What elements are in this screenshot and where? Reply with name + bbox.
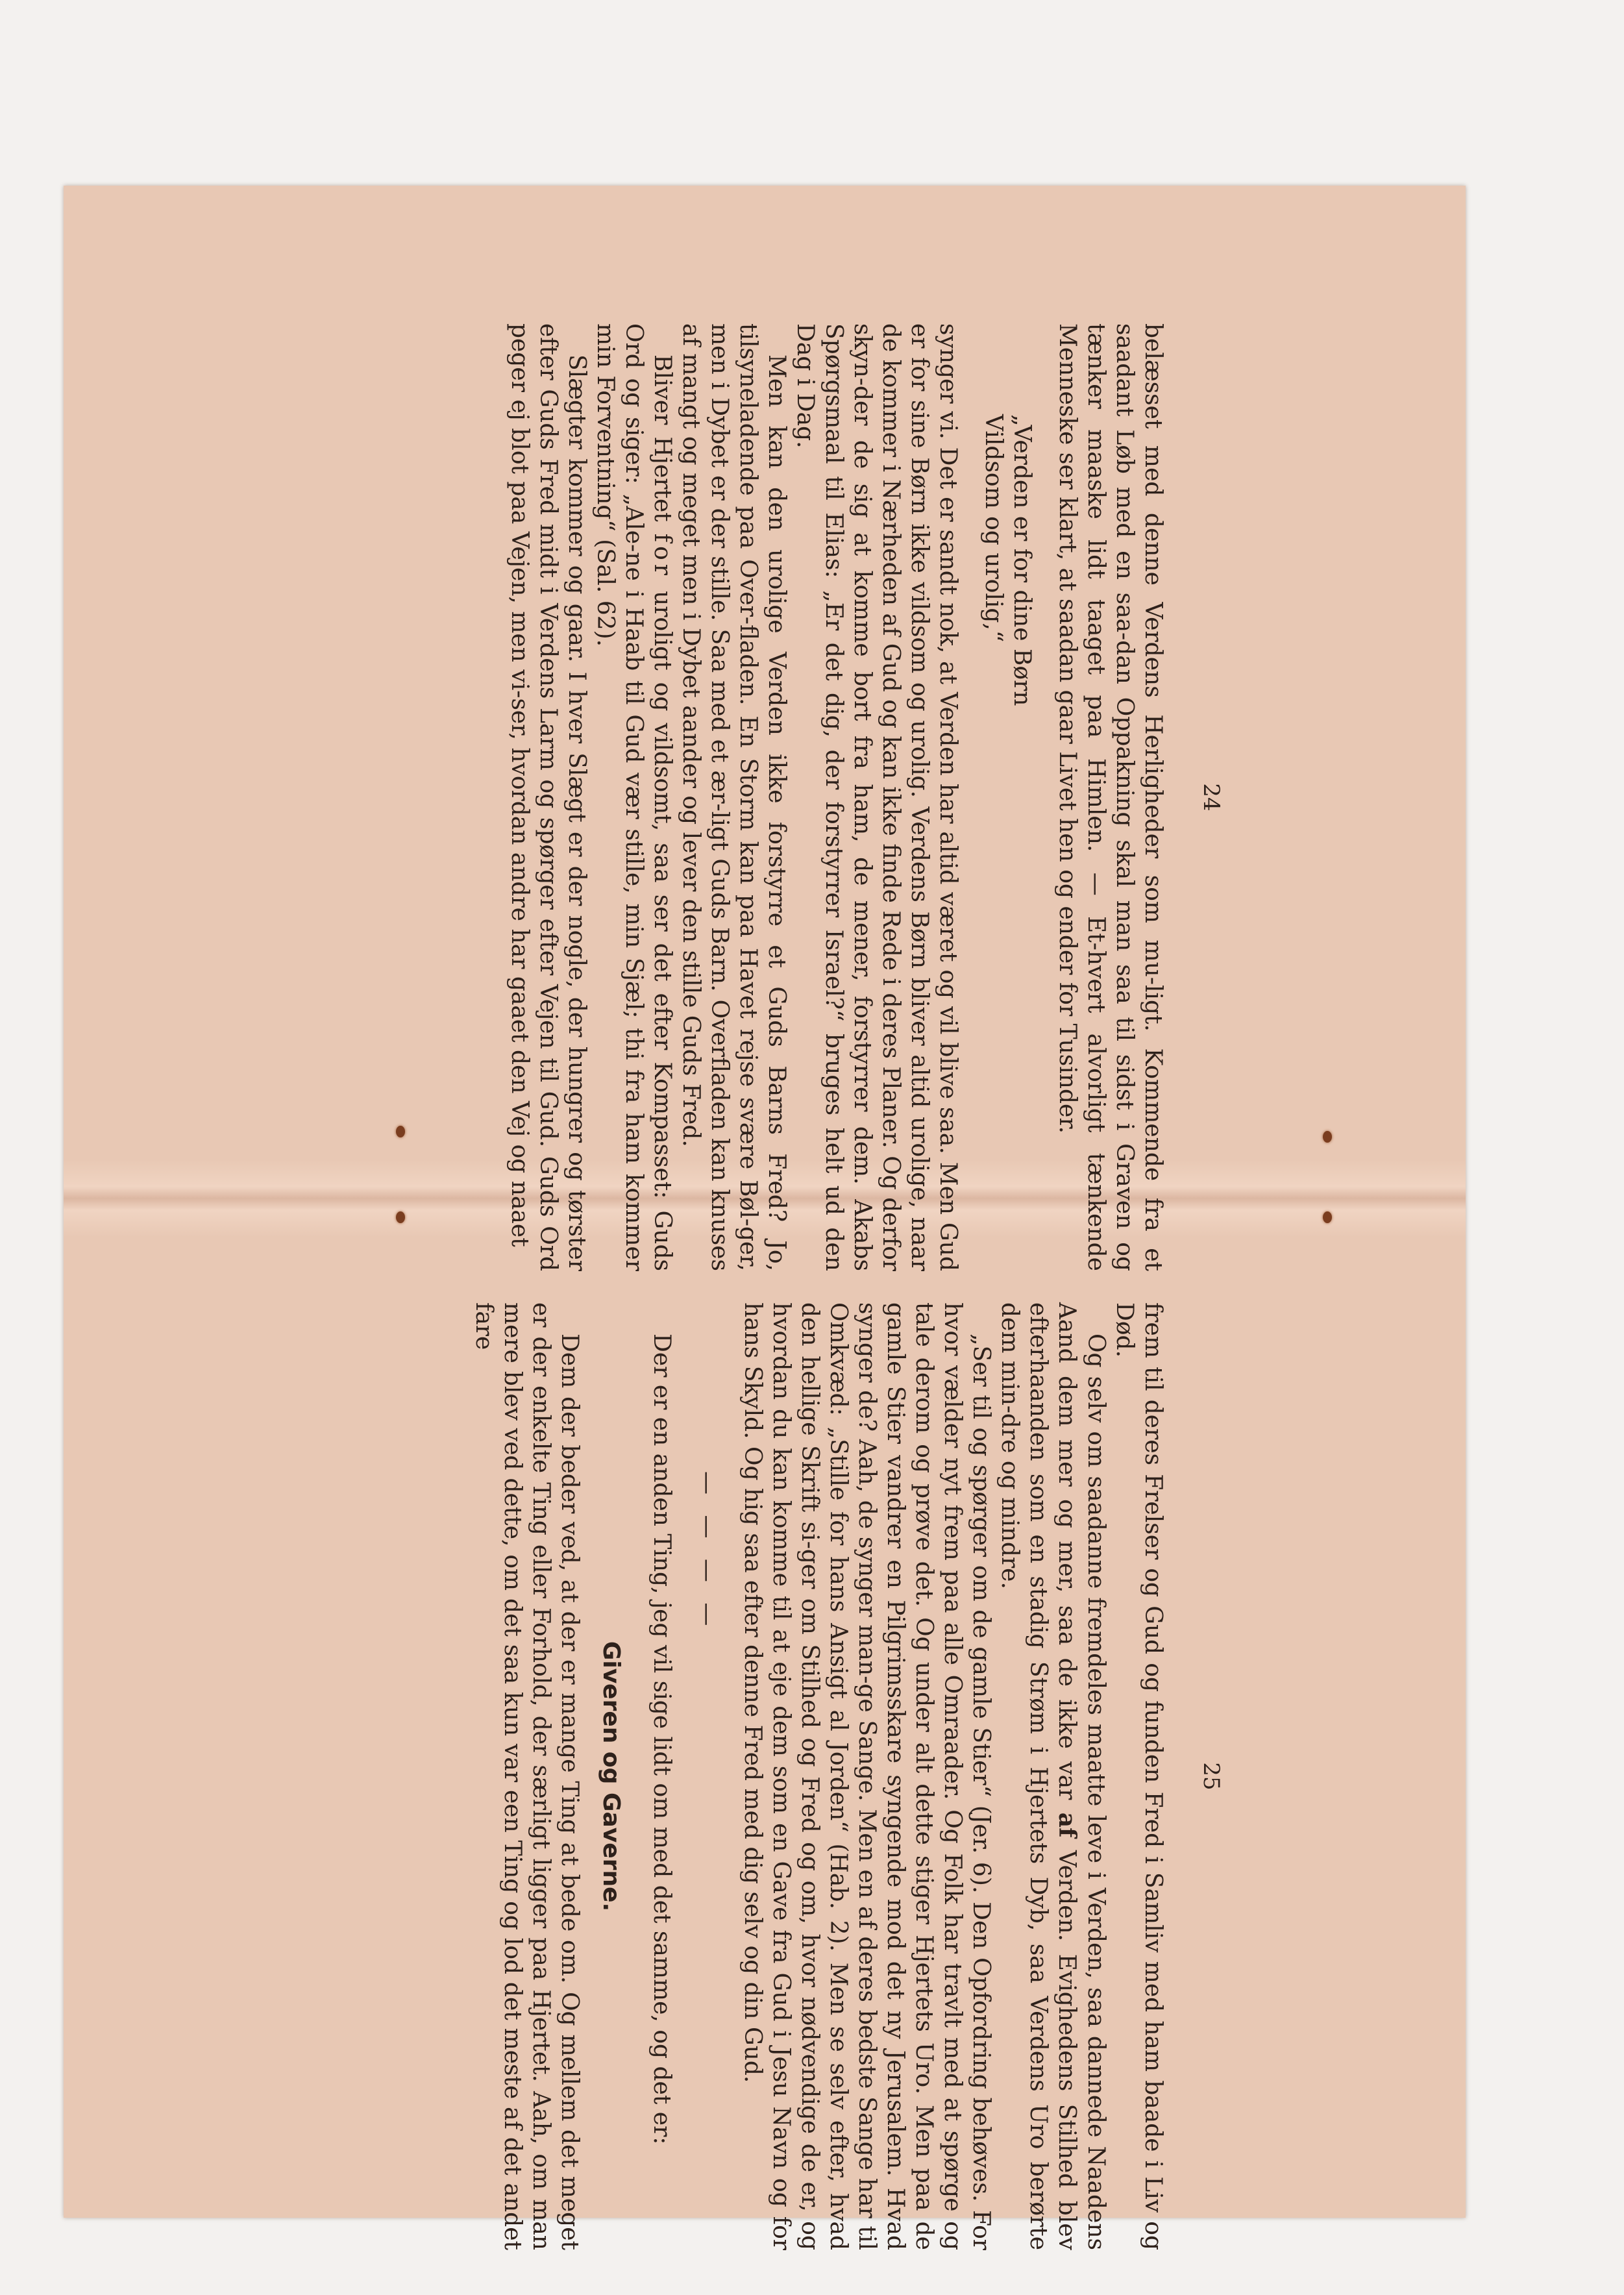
page-24: [505, 323, 1225, 1271]
page-number: 24: [1198, 783, 1224, 812]
paragraph: Dem der beder ved, at der er mange Ting at bede om. Og mellem det meget er der enkelte Ting eller Forhold, der særligt ligger paa Hjertet. Aah, om man mere blev ved dette, om det saa kun var een Ting og lod det meste af det andet fare: [471, 1302, 583, 2250]
paragraph-text: Og selv om saadanne fremdeles maatte leve i Verden, saa dannede Naadens Aand dem mer og mer, saa de ikke var: [1053, 1302, 1109, 2250]
page-25: [469, 1302, 1225, 2250]
paragraph: Slægter kommer og gaar. I hver Slægt er der nogle, der hungrer og tørster efter Guds Fred midt i Verdens Larm og spørger efter Vejen til Gud. Guds Ord peger ej blot paa Vejen, men vi-ser, hvordan andre har gaaet den Vej og naaet: [506, 323, 590, 1271]
paragraph-text: Verden. Evighedens Stilhed blev efterhaanden som en stadig Strøm i Hjertets Dyb, saa Verdens Uro berørte dem min-dre og mindre.: [996, 1302, 1080, 2251]
paragraph: Men kan den urolige Verden ikke forstyrre et Guds Barns Fred? Jo, tilsyneladende paa Over-fladen. En Storm kan paa Havet rejse svære Bøl-ger, men i Dybet er der stille. Saa med et ær-ligt Guds Barn. Overfladen kan knuses af mangt og meget men i Dybet aander og lever den stille Guds Fred.: [678, 323, 790, 1271]
bold-word: af: [1053, 1812, 1081, 1838]
paragraph-text: uroligt og vildsomt, saa ser det efter Kompasset: Guds Ord og siger: „Ale-ne i Haab til Gud vær stille, min Sjæl; thi fra ham kommer min Forventning“ (Sal. 62).: [592, 323, 676, 1271]
page-number: 25: [1198, 1762, 1224, 1791]
staple-hole: [1323, 1131, 1332, 1143]
paragraph-text: Bliver Hjertet: [649, 354, 676, 534]
paragraph: belæsset med denne Verdens Herligheder som mu-ligt. Kommende fra et saadant Løb med en saa-dan Oppakning skal man saa til sidst i Graven og tænker maaske lidt taaget paa Himlen. — Et-hvert alvorligt tænkende Menneske ser klart, at saadan gaar Livet hen og ender for Tusinder.: [1054, 323, 1166, 1271]
paragraph: Der er en anden Ting, jeg vil sige lidt om med det samme, og det er:: [648, 1334, 675, 2145]
staple-hole: [396, 1211, 405, 1223]
paragraph: frem til deres Frelser og Gud og funden Fred i Samliv med ham baade i Liv og Død.: [1111, 1302, 1166, 2250]
paragraph: „Ser til og spørger om de gamle Stier“ (Jer. 6). Den Opfordring behøves. For hvor vælder nyt frem paa alle Omraader. Og Folk har travlt med at spørge og tale derom og prøve det. Og under alt dette stiger Hjertets Uro. Men paa de gamle Stier vandrer en Pilgrimsskare syngende mod det ny Jerusalem. Hvad synger de? Aah, de synger man-ge Sange. Men en af deres bedste Sange har til Omkvæd: „Stille for hans Ansigt al Jorden“ (Hab. 2). Men se selv efter, hvad den hellige Skrift si-ger om Stilhed og Fred og om, hvor nødvendige de er, og hvordan du kan komme til at eje dem som en Gave fra Gud i Jesu Navn og for hans Skyld. Og hig saa efter denne Fred med dig selv og din Gud.: [739, 1302, 994, 2250]
verse-line: Vildsom og urolig,“: [980, 414, 1007, 643]
section-separator: — — — —: [694, 1471, 720, 1633]
paragraph: [591, 323, 676, 1271]
staple-hole: [396, 1126, 405, 1137]
verse-line: „Verden er for dine Børn: [1009, 414, 1035, 706]
paragraph: [995, 1302, 1110, 2250]
verse-quote: [979, 414, 1036, 1271]
section-heading: Giveren og Gaverne.: [598, 1641, 624, 1912]
spaced-word: for: [649, 533, 676, 580]
paragraph: synger vi. Det er sandt nok, at Verden har altid været og vil blive saa. Men Gud er for sine Børn ikke vildsom og urolig. Verdens Børn bliver altid urolige, naar de kommer i Nærheden af Gud og kan ikke finde Rede i deres Planer. Og derfor skyn-der de sig at komme bort fra ham, de mener, forstyrrer dem. Akabs Spørgsmaal til Elias: „Er det dig, der forstyrrer Israel?“ bruges helt ud den Dag i Dag.: [792, 323, 961, 1271]
staple-hole: [1323, 1211, 1332, 1223]
